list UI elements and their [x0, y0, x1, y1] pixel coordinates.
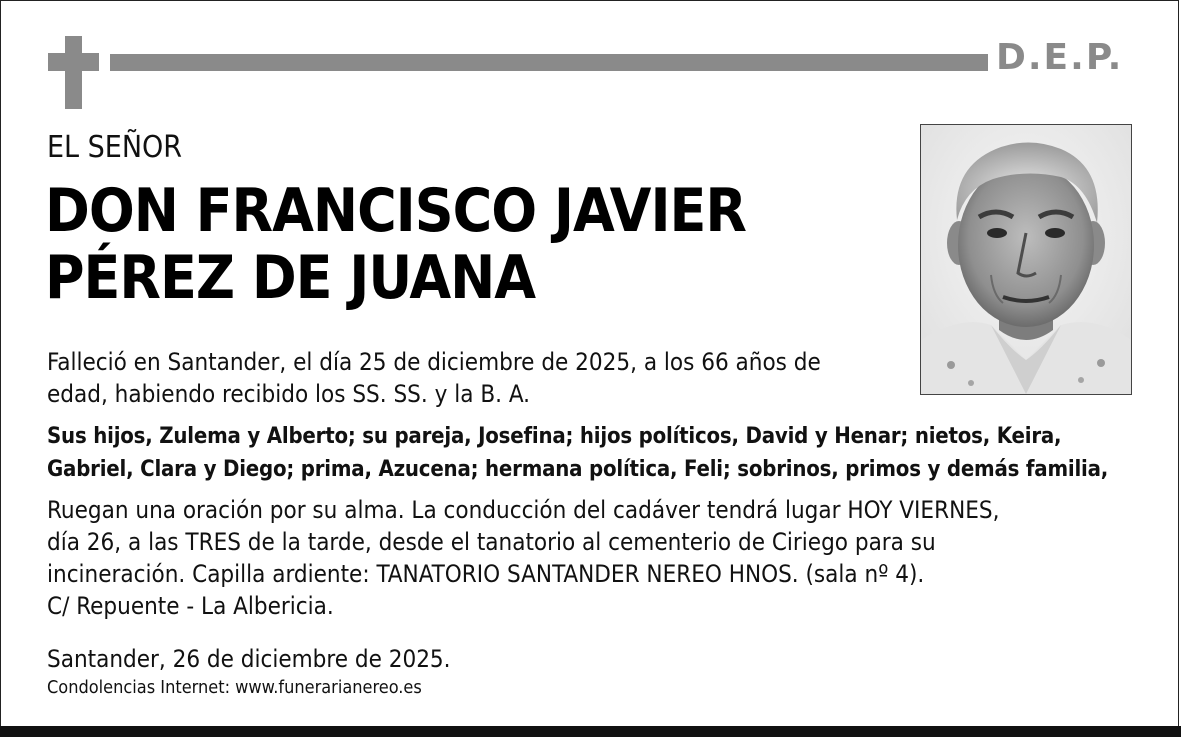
- cross-icon-arm: [48, 53, 99, 71]
- family-line: Gabriel, Clara y Diego; prima, Azucena; hermana política, Feli; sobrinos, primos y demás familia,: [47, 457, 1109, 482]
- family-line: Sus hijos, Zulema y Alberto; su pareja, Josefina; hijos políticos, David y Henar; nietos, Keira,: [47, 424, 1062, 449]
- family-list: [47, 420, 1108, 486]
- name-line-2: PÉREZ DE JUANA: [45, 243, 536, 313]
- service-line: Ruegan una oración por su alma. La conducción del cadáver tendrá lugar HOY VIERNES,: [47, 496, 1000, 524]
- service-details: [47, 494, 999, 622]
- place-date: Santander, 26 de diciembre de 2025.: [47, 645, 451, 673]
- portrait-photo: [920, 124, 1132, 395]
- death-notice: [47, 346, 821, 410]
- header-rule: [110, 54, 988, 71]
- name-line-1: DON FRANCISCO JAVIER: [45, 176, 746, 246]
- service-line: incineración. Capilla ardiente: TANATORIO SANTANDER NEREO HNOS. (sala nº 4).: [47, 560, 925, 588]
- bottom-border: [0, 726, 1181, 737]
- cross-icon: [65, 36, 82, 109]
- dep-label: D.E.P.: [996, 37, 1124, 78]
- condolences-link[interactable]: Condolencias Internet: www.funerarianereo.es: [47, 677, 422, 698]
- death-notice-line: edad, habiendo recibido los SS. SS. y la B. A.: [47, 380, 531, 408]
- deceased-name: [45, 178, 746, 312]
- death-notice-line: Falleció en Santander, el día 25 de diciembre de 2025, a los 66 años de: [47, 348, 821, 376]
- service-line: C/ Repuente - La Albericia.: [47, 592, 334, 620]
- service-line: día 26, a las TRES de la tarde, desde el tanatorio al cementerio de Ciriego para su: [47, 528, 936, 556]
- salutation: EL SEÑOR: [47, 130, 183, 165]
